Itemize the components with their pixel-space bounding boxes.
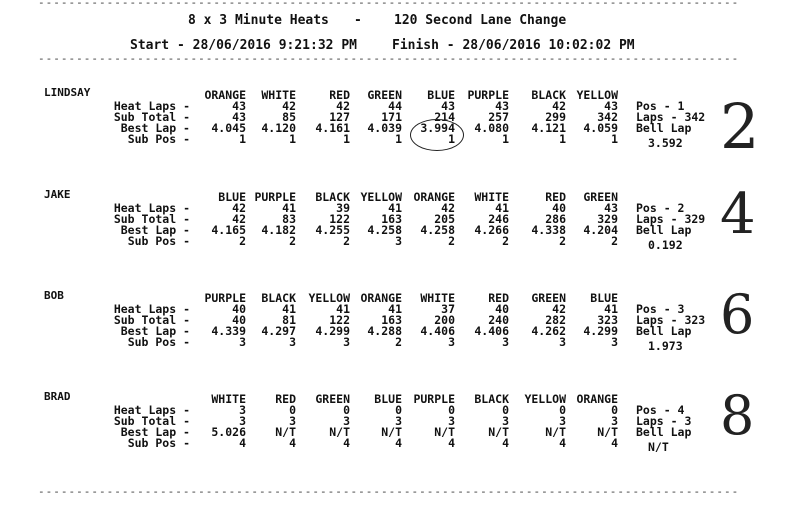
table-cell: 39 [336,201,350,215]
lane-color-header: YELLOW [524,392,566,406]
table-cell: 3.994 [420,121,455,135]
table-cell: 4.297 [261,324,296,338]
table-cell: 3 [559,414,566,428]
bell-lap-value: 0.192 [648,238,683,252]
table-cell: 4 [611,436,618,450]
row-label: Sub Pos - [127,132,190,146]
table-cell: 4 [289,436,296,450]
table-cell: 214 [434,110,455,124]
table-cell: 342 [597,110,618,124]
lane-color-header: PURPLE [413,392,455,406]
table-cell: 4 [239,436,246,450]
table-cell: 42 [282,99,296,113]
table-cell: 127 [329,110,350,124]
lane-color-header: BLUE [218,190,246,204]
lane-color-header: BLUE [590,291,618,305]
finish-time: Finish - 28/06/2016 10:02:02 PM [392,38,635,53]
table-cell: 3 [239,335,246,349]
table-cell: 5.026 [211,425,246,439]
table-cell: 4.299 [315,324,350,338]
table-cell: 122 [329,212,350,226]
table-cell: 4.299 [583,324,618,338]
lane-color-header: RED [545,190,566,204]
lane-color-header: BLACK [315,190,350,204]
lane-color-header: ORANGE [413,190,455,204]
row-label: Heat Laps - [113,99,190,113]
table-cell: 3 [502,414,509,428]
lane-color-header: YELLOW [360,190,402,204]
table-cell: 4.266 [474,223,509,237]
table-cell: N/T [275,425,296,439]
table-cell: 3 [395,414,402,428]
bell-lap-value: N/T [648,440,669,454]
table-cell: N/T [381,425,402,439]
table-cell: 43 [604,99,618,113]
lane-color-header: RED [488,291,509,305]
table-cell: 4.258 [367,223,402,237]
table-cell: 0 [611,403,618,417]
row-label: Heat Laps - [113,403,190,417]
heats-title: 8 x 3 Minute Heats [188,13,329,28]
table-cell: 1 [343,132,350,146]
table-cell: 3 [611,414,618,428]
table-cell: 246 [488,212,509,226]
position-label: Pos - 1 [636,99,685,113]
table-cell: 4.120 [261,121,296,135]
table-cell: 1 [611,132,618,146]
position-label: Pos - 3 [636,302,685,316]
table-cell: 4.406 [420,324,455,338]
table-cell: 257 [488,110,509,124]
table-cell: 3 [343,414,350,428]
laps-label: Laps - 329 [636,212,706,226]
table-cell: 4.161 [315,121,350,135]
table-cell: 81 [282,313,296,327]
bell-lap-value: 3.592 [648,136,683,150]
lane-color-header: ORANGE [360,291,402,305]
header-separator: -------------------------------------------------------------------------------------------- [38,52,740,65]
start-time: Start - 28/06/2016 9:21:32 PM [130,38,357,53]
lane-color-header: BLUE [374,392,402,406]
row-label: Sub Pos - [127,335,190,349]
row-label: Heat Laps - [113,302,190,316]
table-cell: 43 [604,201,618,215]
lane-change-label: 120 Second Lane Change [394,13,567,28]
table-cell: 2 [448,234,455,248]
handwritten-number: 2 [720,90,760,163]
table-cell: 40 [495,302,509,316]
position-label: Pos - 2 [636,201,685,215]
table-cell: 41 [282,302,296,316]
table-cell: 37 [441,302,455,316]
table-cell: 282 [545,313,566,327]
table-cell: 0 [502,403,509,417]
table-cell: 41 [495,201,509,215]
table-cell: 4.045 [211,121,246,135]
row-label: Sub Total - [113,414,190,428]
lane-color-header: YELLOW [576,88,618,102]
driver-name: JAKE [44,188,71,201]
table-cell: 43 [232,99,246,113]
table-cell: 3 [239,414,246,428]
table-cell: 42 [441,201,455,215]
table-cell: 3 [611,335,618,349]
table-cell: 4.080 [474,121,509,135]
row-label: Best Lap - [120,324,190,338]
table-cell: 4 [559,436,566,450]
row-label: Best Lap - [120,121,190,135]
handwritten-number: 8 [720,384,755,447]
lane-color-header: GREEN [531,291,566,305]
handwritten-circle [410,119,464,151]
lane-color-header: RED [329,88,350,102]
lane-color-header: BLACK [474,392,509,406]
lane-color-header: WHITE [211,392,246,406]
table-cell: 1 [289,132,296,146]
table-cell: 41 [604,302,618,316]
table-cell: 1 [395,132,402,146]
table-cell: 2 [395,335,402,349]
table-cell: 0 [343,403,350,417]
table-cell: 329 [597,212,618,226]
table-cell: 2 [559,234,566,248]
bottom-separator: -------------------------------------------------------------------------------------------- [38,485,740,498]
table-cell: 286 [545,212,566,226]
table-cell: 122 [329,313,350,327]
table-cell: 0 [395,403,402,417]
table-cell: 4 [343,436,350,450]
table-cell: 42 [336,99,350,113]
table-cell: 4.039 [367,121,402,135]
table-cell: 43 [441,99,455,113]
handwritten-number: 6 [720,283,755,346]
table-cell: 2 [289,234,296,248]
table-cell: 3 [448,335,455,349]
table-cell: 0 [559,403,566,417]
lane-color-header: BLACK [531,88,566,102]
table-cell: 3 [448,414,455,428]
table-cell: 1 [448,132,455,146]
table-cell: 4.204 [583,223,618,237]
bell-lap-label: Bell Lap [636,324,692,338]
table-cell: 4.182 [261,223,296,237]
row-label: Best Lap - [120,425,190,439]
table-cell: 83 [282,212,296,226]
table-cell: 43 [495,99,509,113]
lane-color-header: WHITE [420,291,455,305]
table-cell: 40 [552,201,566,215]
row-label: Sub Total - [113,110,190,124]
table-cell: 2 [611,234,618,248]
table-cell: 163 [381,212,402,226]
lane-color-header: BLUE [427,88,455,102]
top-separator: -------------------------------------------------------------------------------------------- [38,0,740,9]
table-cell: 299 [545,110,566,124]
table-cell: 42 [232,212,246,226]
table-cell: 0 [289,403,296,417]
laps-label: Laps - 342 [636,110,706,124]
bell-lap-value: 1.973 [648,339,683,353]
table-cell: 4.059 [583,121,618,135]
table-cell: 171 [381,110,402,124]
table-cell: 4 [395,436,402,450]
table-cell: 2 [343,234,350,248]
driver-block [0,384,800,490]
bell-lap-label: Bell Lap [636,223,692,237]
table-cell: 2 [502,234,509,248]
table-cell: 3 [502,335,509,349]
table-cell: 3 [395,234,402,248]
title-dash: - [354,13,362,28]
row-label: Heat Laps - [113,201,190,215]
table-cell: N/T [329,425,350,439]
table-cell: 240 [488,313,509,327]
lane-color-header: PURPLE [254,190,296,204]
table-cell: 1 [239,132,246,146]
lane-color-header: PURPLE [204,291,246,305]
table-cell: 323 [597,313,618,327]
table-cell: 85 [282,110,296,124]
table-cell: 3 [239,403,246,417]
table-cell: 4.255 [315,223,350,237]
lane-color-header: BLACK [261,291,296,305]
table-cell: 4.121 [531,121,566,135]
laps-label: Laps - 3 [636,414,692,428]
bell-lap-label: Bell Lap [636,121,692,135]
table-cell: 2 [239,234,246,248]
lane-color-header: PURPLE [467,88,509,102]
table-cell: N/T [545,425,566,439]
lane-color-header: GREEN [583,190,618,204]
table-cell: 4.165 [211,223,246,237]
table-cell: 41 [388,302,402,316]
table-cell: 205 [434,212,455,226]
table-cell: 0 [448,403,455,417]
lane-color-header: WHITE [261,88,296,102]
lane-color-header: ORANGE [204,88,246,102]
row-label: Best Lap - [120,223,190,237]
table-cell: 3 [289,414,296,428]
table-cell: N/T [434,425,455,439]
table-cell: 4 [448,436,455,450]
row-label: Sub Pos - [127,234,190,248]
table-cell: 1 [559,132,566,146]
bell-lap-label: Bell Lap [636,425,692,439]
handwritten-number: 4 [720,182,756,247]
lane-color-header: WHITE [474,190,509,204]
driver-name: BOB [44,289,64,302]
table-cell: 40 [232,313,246,327]
row-label: Sub Pos - [127,436,190,450]
row-label: Sub Total - [113,313,190,327]
lane-color-header: RED [275,392,296,406]
table-cell: 41 [388,201,402,215]
table-cell: 4.262 [531,324,566,338]
driver-name: LINDSAY [44,86,91,99]
table-cell: 41 [336,302,350,316]
lane-color-header: GREEN [315,392,350,406]
table-cell: 42 [232,201,246,215]
lane-color-header: YELLOW [308,291,350,305]
table-cell: 42 [552,302,566,316]
table-cell: 4.406 [474,324,509,338]
driver-block [0,86,800,186]
driver-name: BRAD [44,390,71,403]
table-cell: 4 [502,436,509,450]
table-cell: 163 [381,313,402,327]
table-cell: N/T [597,425,618,439]
driver-block [0,182,800,288]
table-cell: 3 [343,335,350,349]
table-cell: 4.339 [211,324,246,338]
position-label: Pos - 4 [636,403,685,417]
driver-block [0,283,800,389]
table-cell: 3 [289,335,296,349]
table-cell: 40 [232,302,246,316]
table-cell: 1 [502,132,509,146]
table-cell: 41 [282,201,296,215]
table-cell: 4.258 [420,223,455,237]
table-cell: 200 [434,313,455,327]
table-cell: 4.288 [367,324,402,338]
table-cell: 4.338 [531,223,566,237]
lane-color-header: GREEN [367,88,402,102]
table-cell: N/T [488,425,509,439]
table-cell: 43 [232,110,246,124]
table-cell: 42 [552,99,566,113]
row-label: Sub Total - [113,212,190,226]
laps-label: Laps - 323 [636,313,706,327]
table-cell: 3 [559,335,566,349]
table-cell: 44 [388,99,402,113]
lane-color-header: ORANGE [576,392,618,406]
